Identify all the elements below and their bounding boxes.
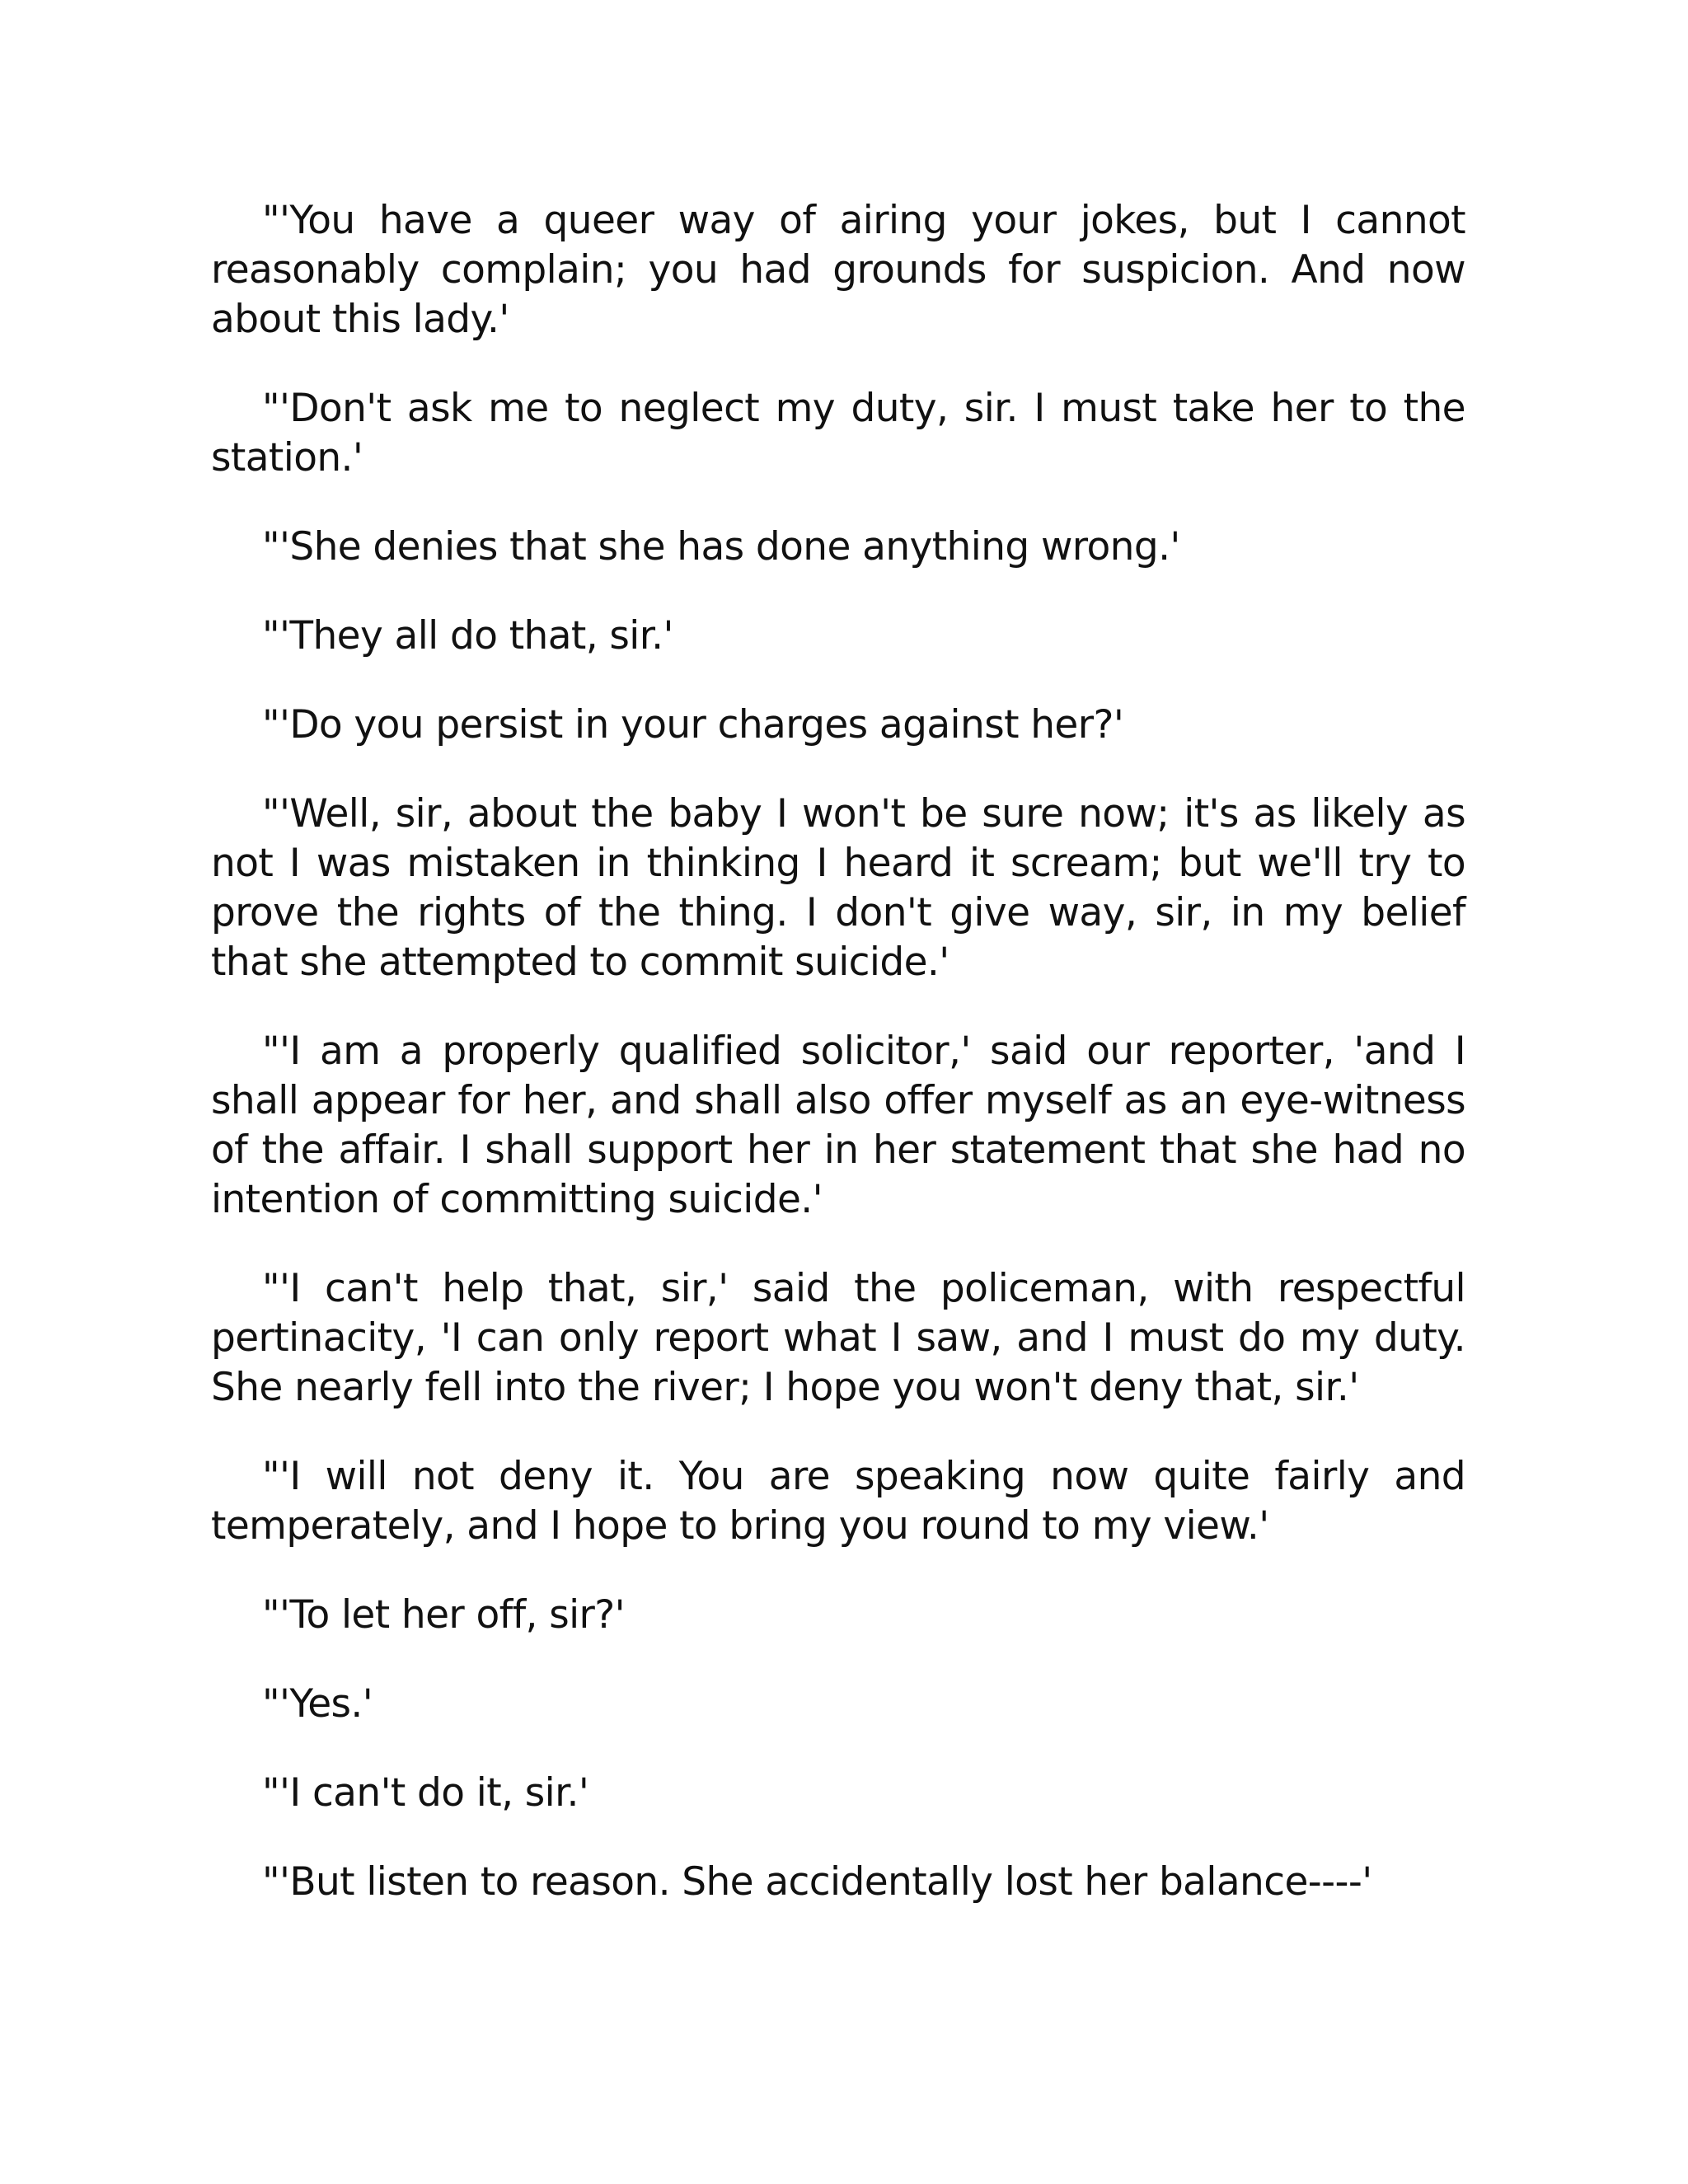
paragraph: "'I can't help that, sir,' said the policeman, with respectful pertinacity, 'I can only report what I saw, and I must do my duty. She nearly fell into the river; I hope you won't deny that, sir.' xyxy=(211,1266,1465,1410)
paragraph: "'She denies that she has done anything wrong.' xyxy=(262,524,1180,569)
paragraph: "'Do you persist in your charges against her?' xyxy=(262,702,1124,748)
paragraph: "'I will not deny it. You are speaking now quite fairly and temperately, and I hope to bring you round to my view.' xyxy=(211,1454,1465,1549)
paragraph: "'You have a queer way of airing your jokes, but I cannot reasonably complain; you had grounds for suspicion. And now about this lady.' xyxy=(211,198,1465,342)
paragraph: "'Well, sir, about the baby I won't be sure now; it's as likely as not I was mistaken in thinking I heard it scream; but we'll try to prove the rights of the thing. I don't give way, sir, in my belief that she attempted to commit suicide.' xyxy=(211,791,1465,985)
paragraph: "'But listen to reason. She accidentally lost her balance----' xyxy=(262,1859,1372,1905)
paragraph: "'To let her off, sir?' xyxy=(262,1592,625,1638)
paragraph: "'Don't ask me to neglect my duty, sir. I must take her to the station.' xyxy=(211,386,1465,480)
paragraph: "'They all do that, sir.' xyxy=(262,613,673,658)
paragraph: "'I am a properly qualified solicitor,' said our reporter, 'and I shall appear for her, and shall also offer myself as an eye-witness of the affair. I shall support her in her statement that she had no intention of committing suicide.' xyxy=(211,1029,1465,1222)
page-body-text xyxy=(211,196,1465,1947)
paragraph: "'Yes.' xyxy=(262,1681,373,1727)
paragraph: "'I can't do it, sir.' xyxy=(262,1770,589,1816)
